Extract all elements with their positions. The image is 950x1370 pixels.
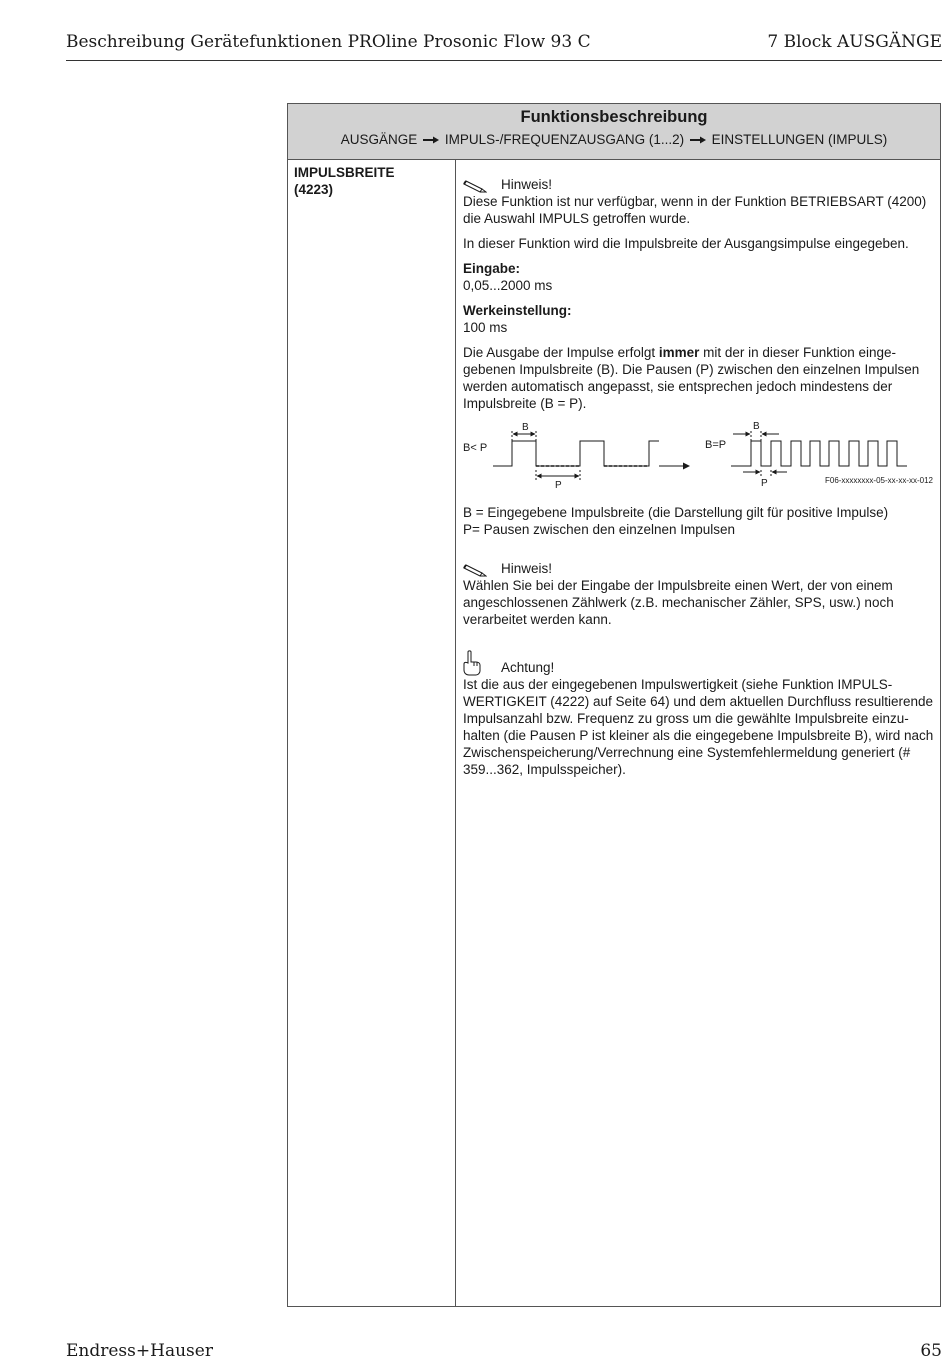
function-name [294, 164, 395, 198]
waveform-b-equal-p [731, 431, 907, 478]
width-label: B [753, 421, 760, 432]
description-pre: Die Ausgabe der Impulse erfolgt [463, 345, 659, 360]
menu-path [288, 132, 940, 147]
pointing-hand-icon [463, 650, 483, 676]
path-item: AUSGÄNGE [340, 132, 418, 147]
path-item: EINSTELLUNGEN (IMPULS) [711, 132, 888, 147]
legend-width: B = Eingegebene Impulsbreite (die Darstellung gilt für positive Impulse) [463, 505, 889, 520]
page-number: 65 [920, 1341, 942, 1361]
description-text [463, 344, 935, 412]
function-description [463, 176, 935, 778]
note-heading [463, 560, 935, 577]
input-label: Eingabe: [463, 261, 521, 276]
arrow-right-icon [423, 136, 439, 144]
header-rule [66, 60, 942, 61]
pause-label: P [761, 478, 768, 489]
arrow-right-icon [690, 136, 706, 144]
header-title: Beschreibung Gerätefunktionen PROline Prosonic Flow 93 C [66, 32, 591, 52]
diagram-label-left: B< P [463, 442, 488, 454]
note-label: Hinweis! [501, 561, 553, 576]
table-header [288, 104, 940, 160]
legend-pause: P= Pausen zwischen den einzelnen Impulsen [463, 522, 736, 537]
column-divider [455, 160, 456, 1306]
waveform-b-less-p [493, 431, 689, 480]
function-table [287, 103, 941, 1307]
note-heading [463, 176, 935, 193]
note-text: Wählen Sie bei der Eingabe der Impulsbreite einen Wert, der von einem angeschlossenen Zählwerk (z.B. mechanischer Zähler, SPS, usw.) noch verarbeitet werden kann. [463, 578, 894, 627]
default-label: Werkeinstellung: [463, 303, 572, 318]
pulse-diagram [463, 420, 935, 496]
diagram-label-right: B=P [705, 439, 727, 451]
default-value: 100 ms [463, 320, 508, 335]
figure-id: F06-xxxxxxxx-05-xx-xx-xx-012 [824, 476, 933, 485]
input-value: 0,05...2000 ms [463, 278, 553, 293]
table-title: Funktionsbeschreibung [520, 108, 708, 126]
caution-heading [463, 650, 935, 676]
caution-text: Ist die aus der eingegebenen Impulswertigkeit (siehe Funktion IMPULS-WERTIGKEIT (4222) auf Seite 64) und dem aktuellen Durchfluss resultierende Impulsanzahl bzw. Frequenz zu gross um die gewählte Impulsbreite einzu-halten (die Pausen P ist kleiner als die eingegebene Impulsbreite B), wird nach Zwischenspeicherung/Verrechnung eine Systemfehlermeldung generiert (# 359...362, Impulsspeicher). [463, 677, 934, 777]
note-text: Diese Funktion ist nur verfügbar, wenn in der Funktion BETRIEBSART (4200) die Auswahl IMPULS getroffen wurde. [463, 194, 927, 226]
pencil-icon [463, 177, 487, 193]
description-emphasis: immer [658, 345, 700, 360]
note-label: Hinweis! [501, 177, 553, 192]
caution-label: Achtung! [501, 660, 555, 675]
header-section: 7 Block AUSGÄNGE [767, 32, 942, 52]
path-item: IMPULS-/FREQUENZAUSGANG (1...2) [444, 132, 685, 147]
function-title: IMPULSBREITE [294, 165, 395, 180]
function-code: (4223) [294, 182, 334, 197]
pencil-icon [463, 561, 487, 577]
intro-text: In dieser Funktion wird die Impulsbreite der Ausgangsimpulse eingegeben. [463, 236, 909, 251]
pause-label: P [555, 480, 562, 491]
width-label: B [522, 422, 529, 433]
brand-logo: Endress+Hauser [66, 1341, 213, 1361]
description-post: mit der in dieser Funktion einge-gebenen Impulsbreite (B). Die Pausen (P) zwischen den einzelnen Impulsen werden automatisch angepasst, sie entsprechen jedoch mindestens der Impulsbreite (B = P). [463, 345, 920, 411]
